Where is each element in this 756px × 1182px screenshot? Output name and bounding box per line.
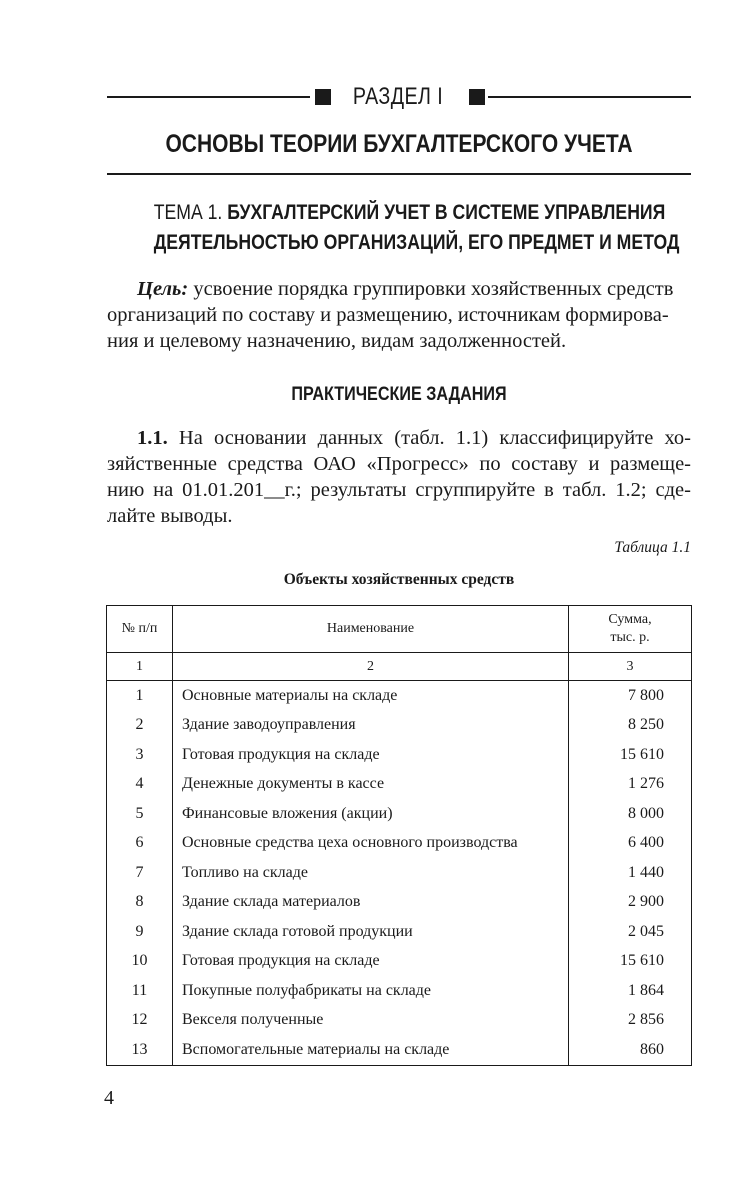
part-divider xyxy=(107,173,691,175)
section-header xyxy=(107,83,691,111)
row-name: Здание заводоуправления xyxy=(173,711,569,741)
task-number: 1.1. xyxy=(137,427,168,449)
section-rule-left xyxy=(107,96,310,98)
table-row xyxy=(107,1035,692,1065)
row-sum: 15 610 xyxy=(569,740,692,770)
row-sum: 8 250 xyxy=(569,711,692,741)
goal-label: Цель: xyxy=(137,278,189,300)
topic-heading xyxy=(107,198,691,258)
goal-line3: ния и целевому назначению, видам задолженностей. xyxy=(107,330,567,352)
table-row xyxy=(107,681,692,711)
col-number: 2 xyxy=(173,653,569,681)
row-no: 2 xyxy=(107,711,173,741)
row-no: 4 xyxy=(107,770,173,800)
row-no: 12 xyxy=(107,1006,173,1036)
topic-label: ТЕМА 1. xyxy=(153,201,223,224)
table-row xyxy=(107,917,692,947)
table-row xyxy=(107,770,692,800)
topic-title-line1: БУХГАЛТЕРСКИЙ УЧЕТ В СИСТЕМЕ УПРАВЛЕНИЯ xyxy=(227,201,666,224)
row-sum: 7 800 xyxy=(569,681,692,711)
row-sum: 6 400 xyxy=(569,829,692,859)
table-row xyxy=(107,888,692,918)
goal-line1: усвоение порядка группировки хозяйственных средств xyxy=(188,278,674,300)
page-number: 4 xyxy=(104,1087,114,1109)
header-no: № п/п xyxy=(107,606,173,653)
goal-paragraph xyxy=(107,276,691,354)
table-row xyxy=(107,947,692,977)
row-name: Финансовые вложения (акции) xyxy=(173,799,569,829)
row-sum: 8 000 xyxy=(569,799,692,829)
row-name: Покупные полуфабрикаты на складе xyxy=(173,976,569,1006)
row-name: Готовая продукция на складе xyxy=(173,947,569,977)
row-name: Готовая продукция на складе xyxy=(173,740,569,770)
row-no: 13 xyxy=(107,1035,173,1065)
row-sum: 1 276 xyxy=(569,770,692,800)
row-name: Денежные документы в кассе xyxy=(173,770,569,800)
col-number: 1 xyxy=(107,653,173,681)
row-name: Топливо на складе xyxy=(173,858,569,888)
assets-table xyxy=(106,605,692,1066)
row-sum: 15 610 xyxy=(569,947,692,977)
table-row xyxy=(107,740,692,770)
row-no: 9 xyxy=(107,917,173,947)
row-name: Векселя полученные xyxy=(173,1006,569,1036)
row-sum: 1 864 xyxy=(569,976,692,1006)
row-name: Вспомогательные материалы на складе xyxy=(173,1035,569,1065)
table-row xyxy=(107,829,692,859)
header-sum-line2: тыс. р. xyxy=(610,630,650,645)
task-line4: лайте выводы. xyxy=(107,505,233,527)
part-title: ОСНОВЫ ТЕОРИИ БУХГАЛТЕРСКОГО УЧЕТА xyxy=(165,130,633,158)
table-row xyxy=(107,976,692,1006)
topic-title-line2: ДЕЯТЕЛЬНОСТЬЮ ОРГАНИЗАЦИЙ, ЕГО ПРЕДМЕТ И МЕТОД xyxy=(153,231,680,254)
header-name: Наименование xyxy=(173,606,569,653)
task-paragraph xyxy=(107,425,691,529)
col-number: 3 xyxy=(569,653,692,681)
practice-heading: ПРАКТИЧЕСКИЕ ЗАДАНИЯ xyxy=(291,384,507,405)
row-sum: 2 856 xyxy=(569,1006,692,1036)
task-line3: нию на 01.01.201__г.; результаты сгруппируйте в табл. 1.2; сде- xyxy=(107,479,691,501)
task-line1: На основании данных (табл. 1.1) классифицируйте хо- xyxy=(167,427,691,449)
table-label: Таблица 1.1 xyxy=(614,539,691,556)
row-no: 8 xyxy=(107,888,173,918)
table-row xyxy=(107,799,692,829)
header-sum xyxy=(569,606,692,653)
row-sum: 860 xyxy=(569,1035,692,1065)
square-bullet-icon xyxy=(469,89,485,105)
goal-line2: организаций по составу и размещению, источникам формирова- xyxy=(107,304,669,326)
row-name: Здание склада готовой продукции xyxy=(173,917,569,947)
table-row xyxy=(107,858,692,888)
row-no: 1 xyxy=(107,681,173,711)
row-no: 10 xyxy=(107,947,173,977)
row-sum: 1 440 xyxy=(569,858,692,888)
section-label: РАЗДЕЛ I xyxy=(352,83,444,110)
row-no: 3 xyxy=(107,740,173,770)
row-no: 11 xyxy=(107,976,173,1006)
section-rule-right xyxy=(488,96,691,98)
table-row xyxy=(107,1006,692,1036)
square-bullet-icon xyxy=(315,89,331,105)
header-sum-line1: Сумма, xyxy=(608,612,652,627)
row-name: Основные материалы на складе xyxy=(173,681,569,711)
task-line2: зяйственные средства ОАО «Прогресс» по составу и размеще- xyxy=(107,453,691,475)
table-caption: Объекты хозяйственных средств xyxy=(283,571,515,588)
row-no: 7 xyxy=(107,858,173,888)
row-sum: 2 045 xyxy=(569,917,692,947)
row-no: 5 xyxy=(107,799,173,829)
row-name: Здание склада материалов xyxy=(173,888,569,918)
table-row xyxy=(107,711,692,741)
row-no: 6 xyxy=(107,829,173,859)
row-sum: 2 900 xyxy=(569,888,692,918)
row-name: Основные средства цеха основного производства xyxy=(173,829,569,859)
